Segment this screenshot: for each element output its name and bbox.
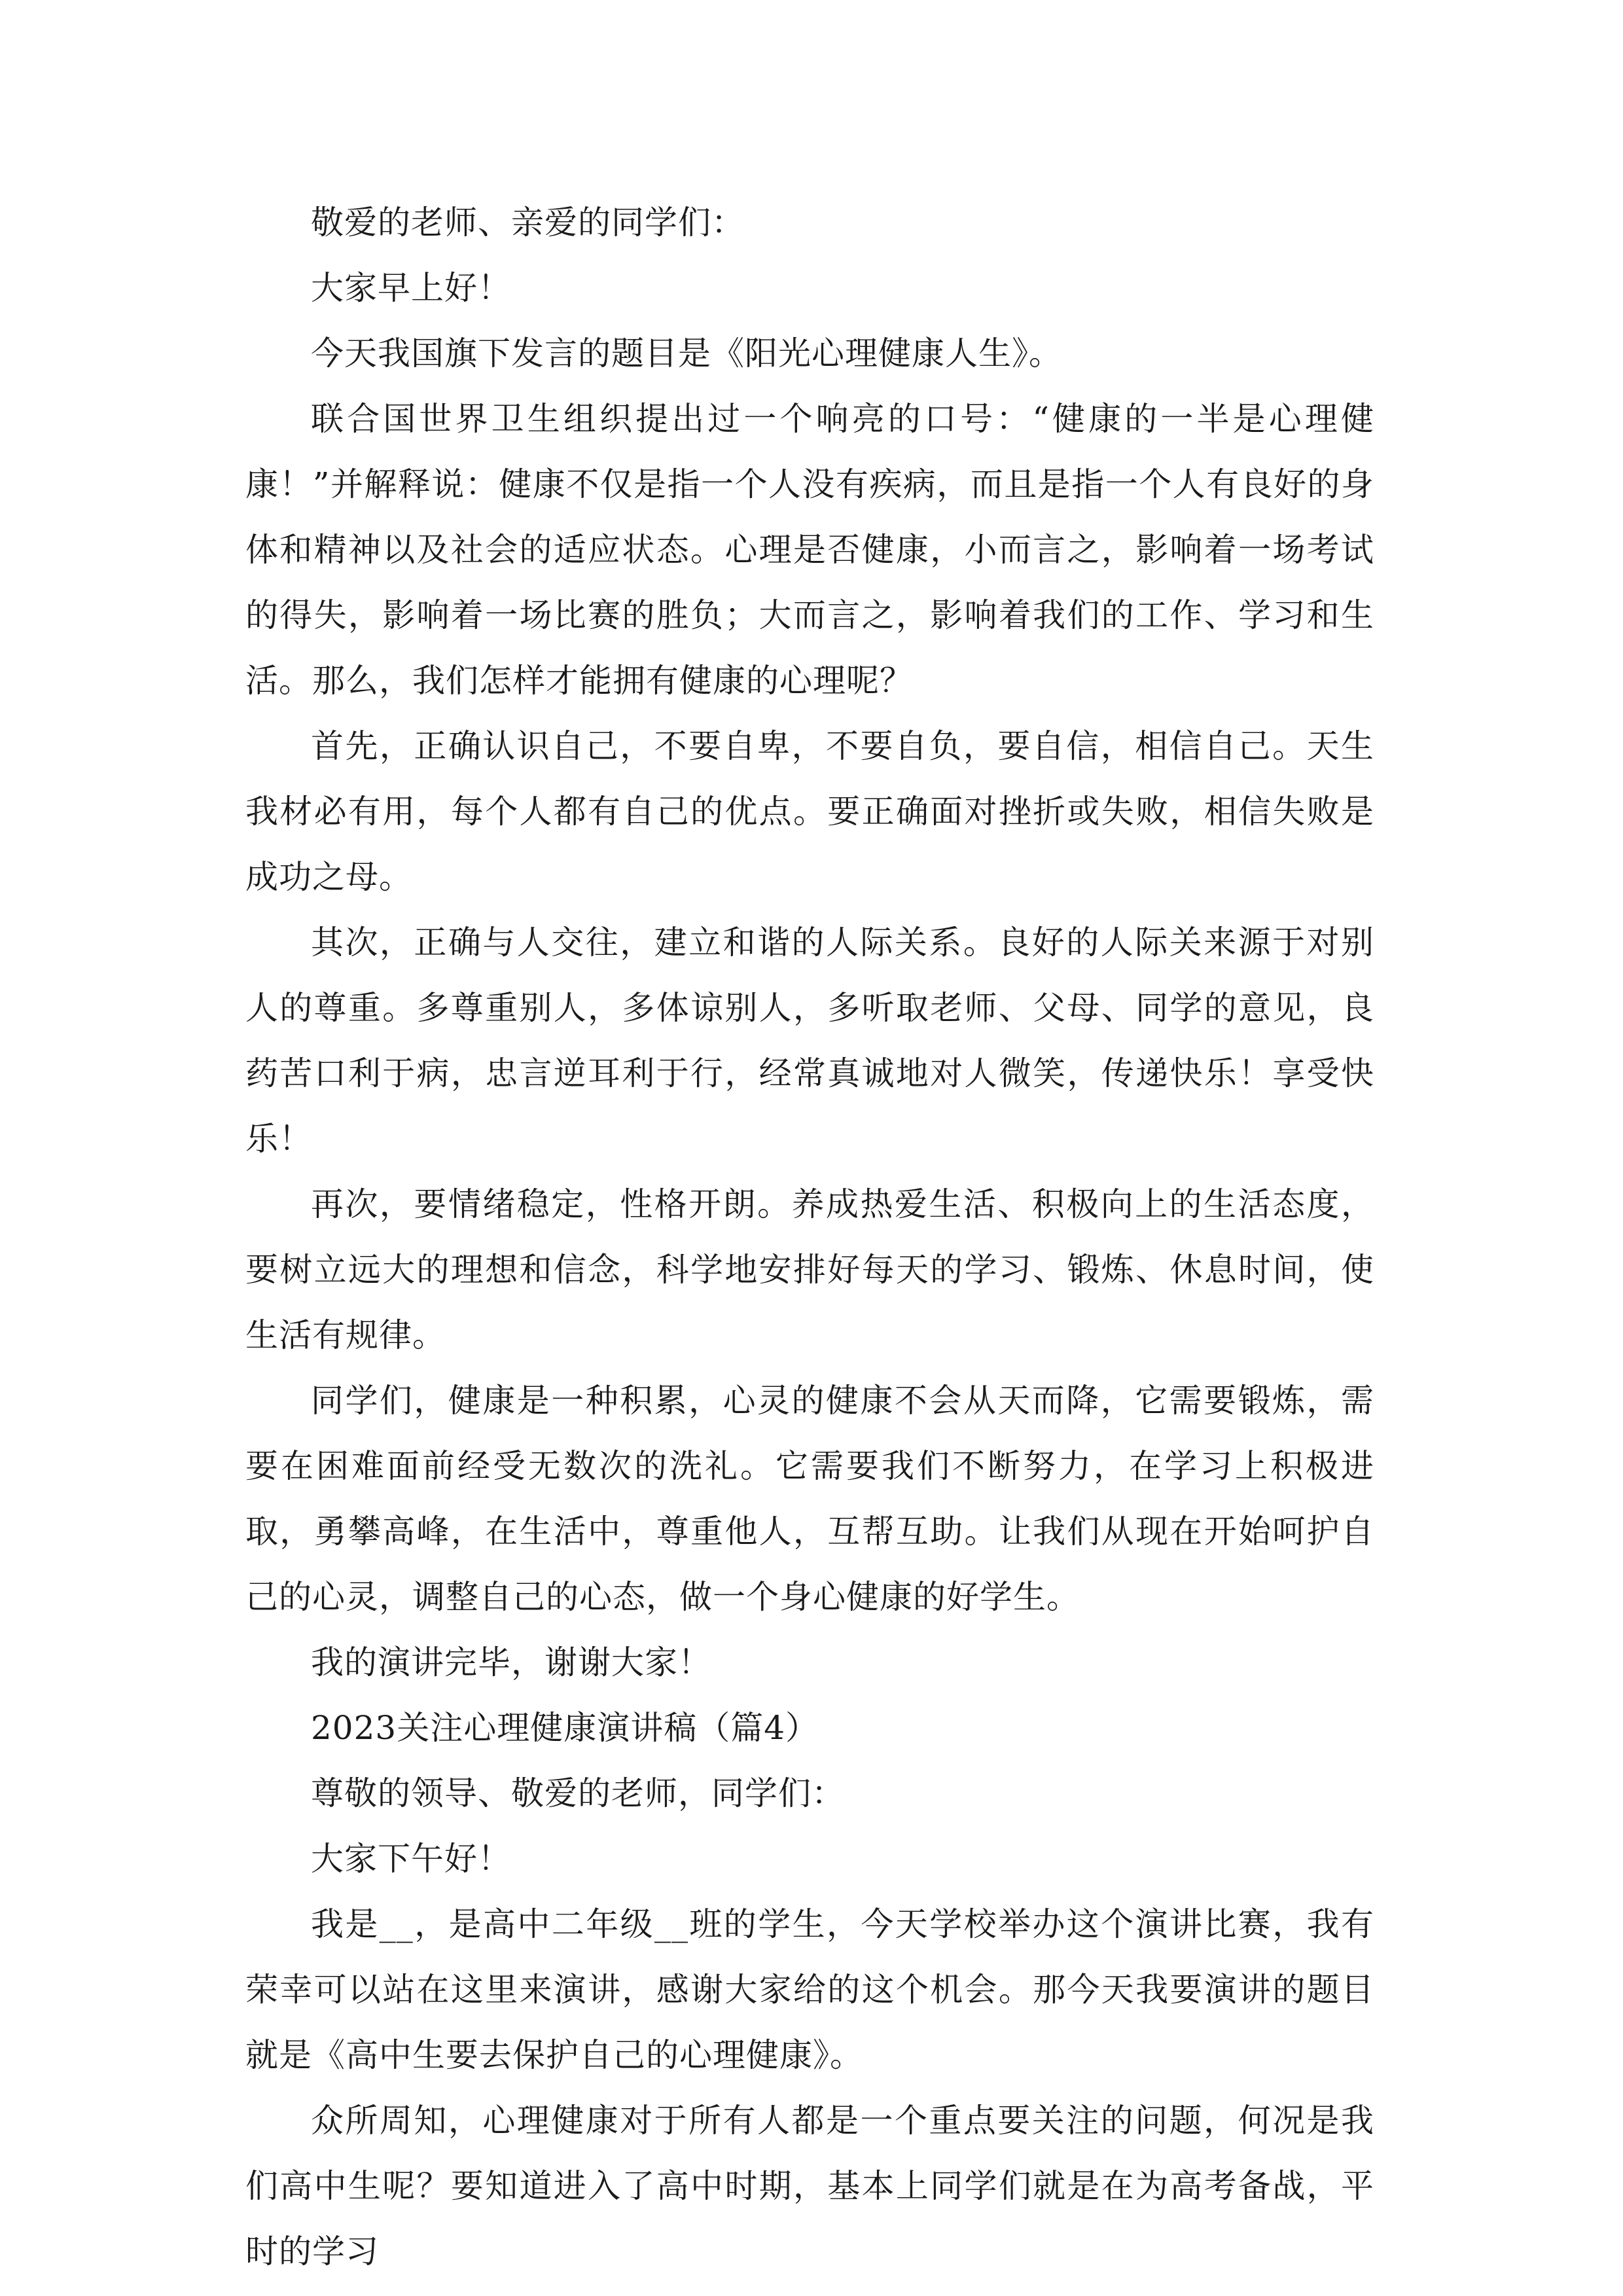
body-paragraph: 联合国世界卫生组织提出过一个响亮的口号：“健康的一半是心理健康！”并解释说：健康不仅是指一个人没有疾病，而且是指一个人有良好的身体和精神以及社会的适应状态。心理是否健康，小而言之，影响着一场考试的得失，影响着一场比赛的胜负；大而言之，影响着我们的工作、学习和生活。那么，我们怎样才能拥有健康的心理呢？ [245, 400, 1374, 700]
body-paragraph: 再次，要情绪稳定，性格开朗。养成热爱生活、积极向上的生活态度，要树立远大的理想和信念，科学地安排好每天的学习、锻炼、休息时间，使生活有规律。 [245, 1185, 1374, 1354]
topic-paragraph: 今天我国旗下发言的题目是《阳光心理健康人生》。 [311, 334, 1062, 372]
section-heading: 2023关注心理健康演讲稿（篇4） [311, 1709, 819, 1747]
body-paragraph: 其次，正确与人交往，建立和谐的人际关系。良好的人际关来源于对别人的尊重。多尊重别人，多体谅别人，多听取老师、父母、同学的意见，良药苦口利于病，忠言逆耳利于行，经常真诚地对人微笑，传递快乐！享受快乐！ [245, 924, 1374, 1158]
document-body [245, 190, 1374, 2284]
closing-line: 我的演讲完毕，谢谢大家！ [311, 1643, 711, 1681]
body-paragraph: 首先，正确认识自己，不要自卑，不要自负，要自信，相信自己。天生我材必有用，每个人都有自己的优点。要正确面对挫折或失败，相信失败是成功之母。 [245, 727, 1374, 896]
body-paragraph: 众所周知，心理健康对于所有人都是一个重点要关注的问题，何况是我们高中生呢？要知道进入了高中时期，基本上同学们就是在为高考备战，平时的学习 [245, 2102, 1374, 2270]
greeting: 大家下午好！ [311, 1840, 511, 1878]
greeting: 大家早上好！ [311, 269, 511, 307]
body-paragraph: 同学们，健康是一种积累，心灵的健康不会从天而降，它需要锻炼，需要在困难面前经受无数次的洗礼。它需要我们不断努力，在学习上积极进取，勇攀高峰，在生活中，尊重他人，互帮互助。让我们从现在开始呵护自己的心灵，调整自己的心态，做一个身心健康的好学生。 [245, 1382, 1374, 1616]
salutation: 尊敬的领导、敬爱的老师，同学们： [311, 1774, 845, 1812]
body-paragraph: 我是__，是高中二年级__班的学生，今天学校举办这个演讲比赛，我有荣幸可以站在这里来演讲，感谢大家给的这个机会。那今天我要演讲的题目就是《高中生要去保护自己的心理健康》。 [245, 1905, 1374, 2074]
salutation: 敬爱的老师、亲爱的同学们： [311, 204, 745, 242]
